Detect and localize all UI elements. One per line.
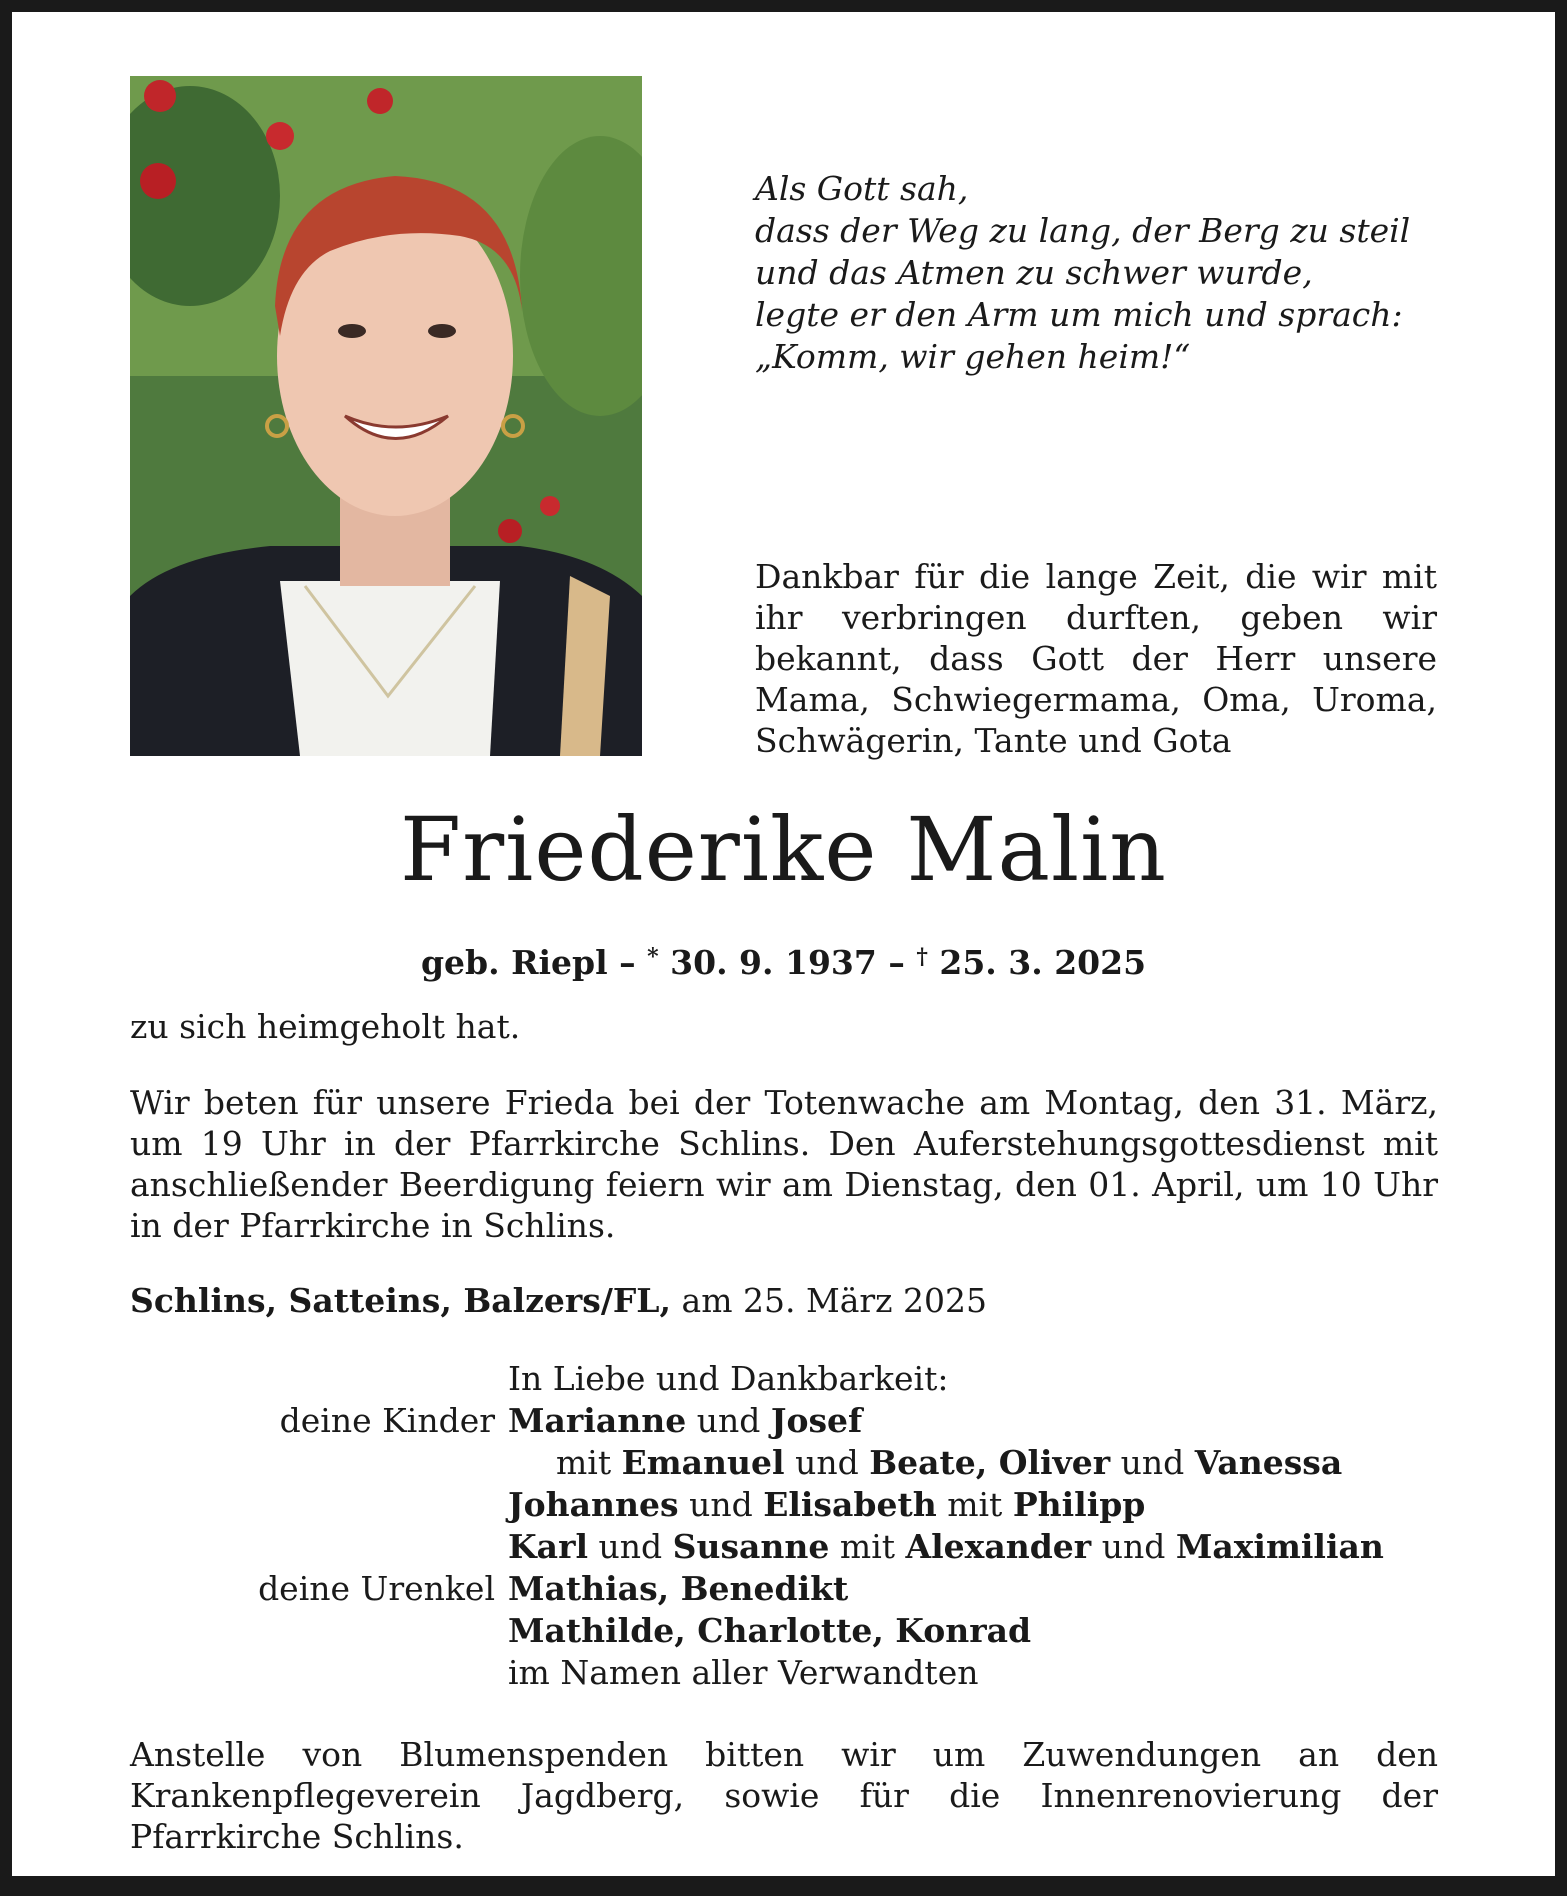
connector: mit [947,1485,1003,1524]
portrait-photo [130,76,642,756]
poem-line: und das Atmen zu schwer wurde, [755,253,1313,292]
connector: und [696,1401,761,1440]
family-name: Susanne [672,1527,830,1566]
connector: und [598,1527,663,1566]
donation-text: Anstelle von Blumenspenden bitten wir um Zuwendungen an den Krankenpflegeverein Jagdberg, sowie für die Innenrenovierung der Pfarrkirche Schlins. [130,1735,1438,1856]
family-heading: In Liebe und Dankbarkeit: [508,1359,949,1398]
birth-date: 30. 9. 1937 – [670,943,905,982]
poem-line: dass der Weg zu lang, der Berg zu steil [755,211,1411,250]
family-name: Emanuel [621,1443,785,1482]
after-name-text: zu sich heimgeholt hat. [130,1007,521,1046]
maiden-name: geb. Riepl – [420,943,636,982]
death-symbol: † [916,944,928,970]
greatgrandchildren-label: deine Urenkel [258,1569,495,1608]
place-date-line [130,1280,1438,1321]
places: Schlins, Satteins, Balzers/FL, [130,1281,672,1320]
family-name: Mathias, Benedikt [508,1569,849,1608]
connector: und [1101,1527,1166,1566]
family-name: Vanessa [1194,1443,1343,1482]
notice-date: am 25. März 2025 [681,1281,988,1320]
poem-line: „Komm, wir gehen heim!“ [755,337,1191,376]
poem [755,168,1455,378]
death-date: 25. 3. 2025 [939,943,1147,982]
connector: und [689,1485,753,1524]
deceased-name: Friederike Malin [400,798,1167,901]
connector: mit [839,1527,896,1566]
family-name: Alexander [905,1527,1092,1566]
birth-symbol: * [647,944,659,970]
family-name: Mathilde, Charlotte, Konrad [508,1611,1032,1650]
service-text: Wir beten für unsere Frieda bei der Totenwache am Montag, den 31. März, um 19 Uhr in der Pfarrkirche Schlins. Den Auferstehungsgottesdienst mit anschließender Beerdigung feiern wir am Dienstag, den 01. April, um 10 Uhr in der Pfarrkirche in Schlins. [130,1083,1438,1245]
poem-line: Als Gott sah, [755,169,969,208]
family-name: Karl [508,1527,588,1566]
family-closing: im Namen aller Verwandten [508,1653,979,1692]
children-label: deine Kinder [279,1401,495,1440]
family-name: Maximilian [1175,1527,1384,1566]
family-name: Philipp [1012,1485,1146,1524]
family-name: Josef [770,1401,863,1440]
family-name: Johannes [508,1485,679,1524]
family-list [130,1358,1470,1694]
poem-line: legte er den Arm um mich und sprach: [755,295,1403,334]
family-name: Beate, Oliver [869,1443,1111,1482]
family-name: Elisabeth [763,1485,937,1524]
life-dates [0,936,1567,984]
connector: und [1120,1443,1185,1482]
connector: mit [556,1443,612,1482]
intro-text: Dankbar für die lange Zeit, die wir mit ihr verbringen durften, geben wir bekannt, dass Gott der Herr unsere Mama, Schwiegermama, Oma, Uroma, Schwägerin, Tante und Gota [755,557,1437,760]
connector: und [795,1443,859,1482]
family-name: Marianne [508,1401,687,1440]
